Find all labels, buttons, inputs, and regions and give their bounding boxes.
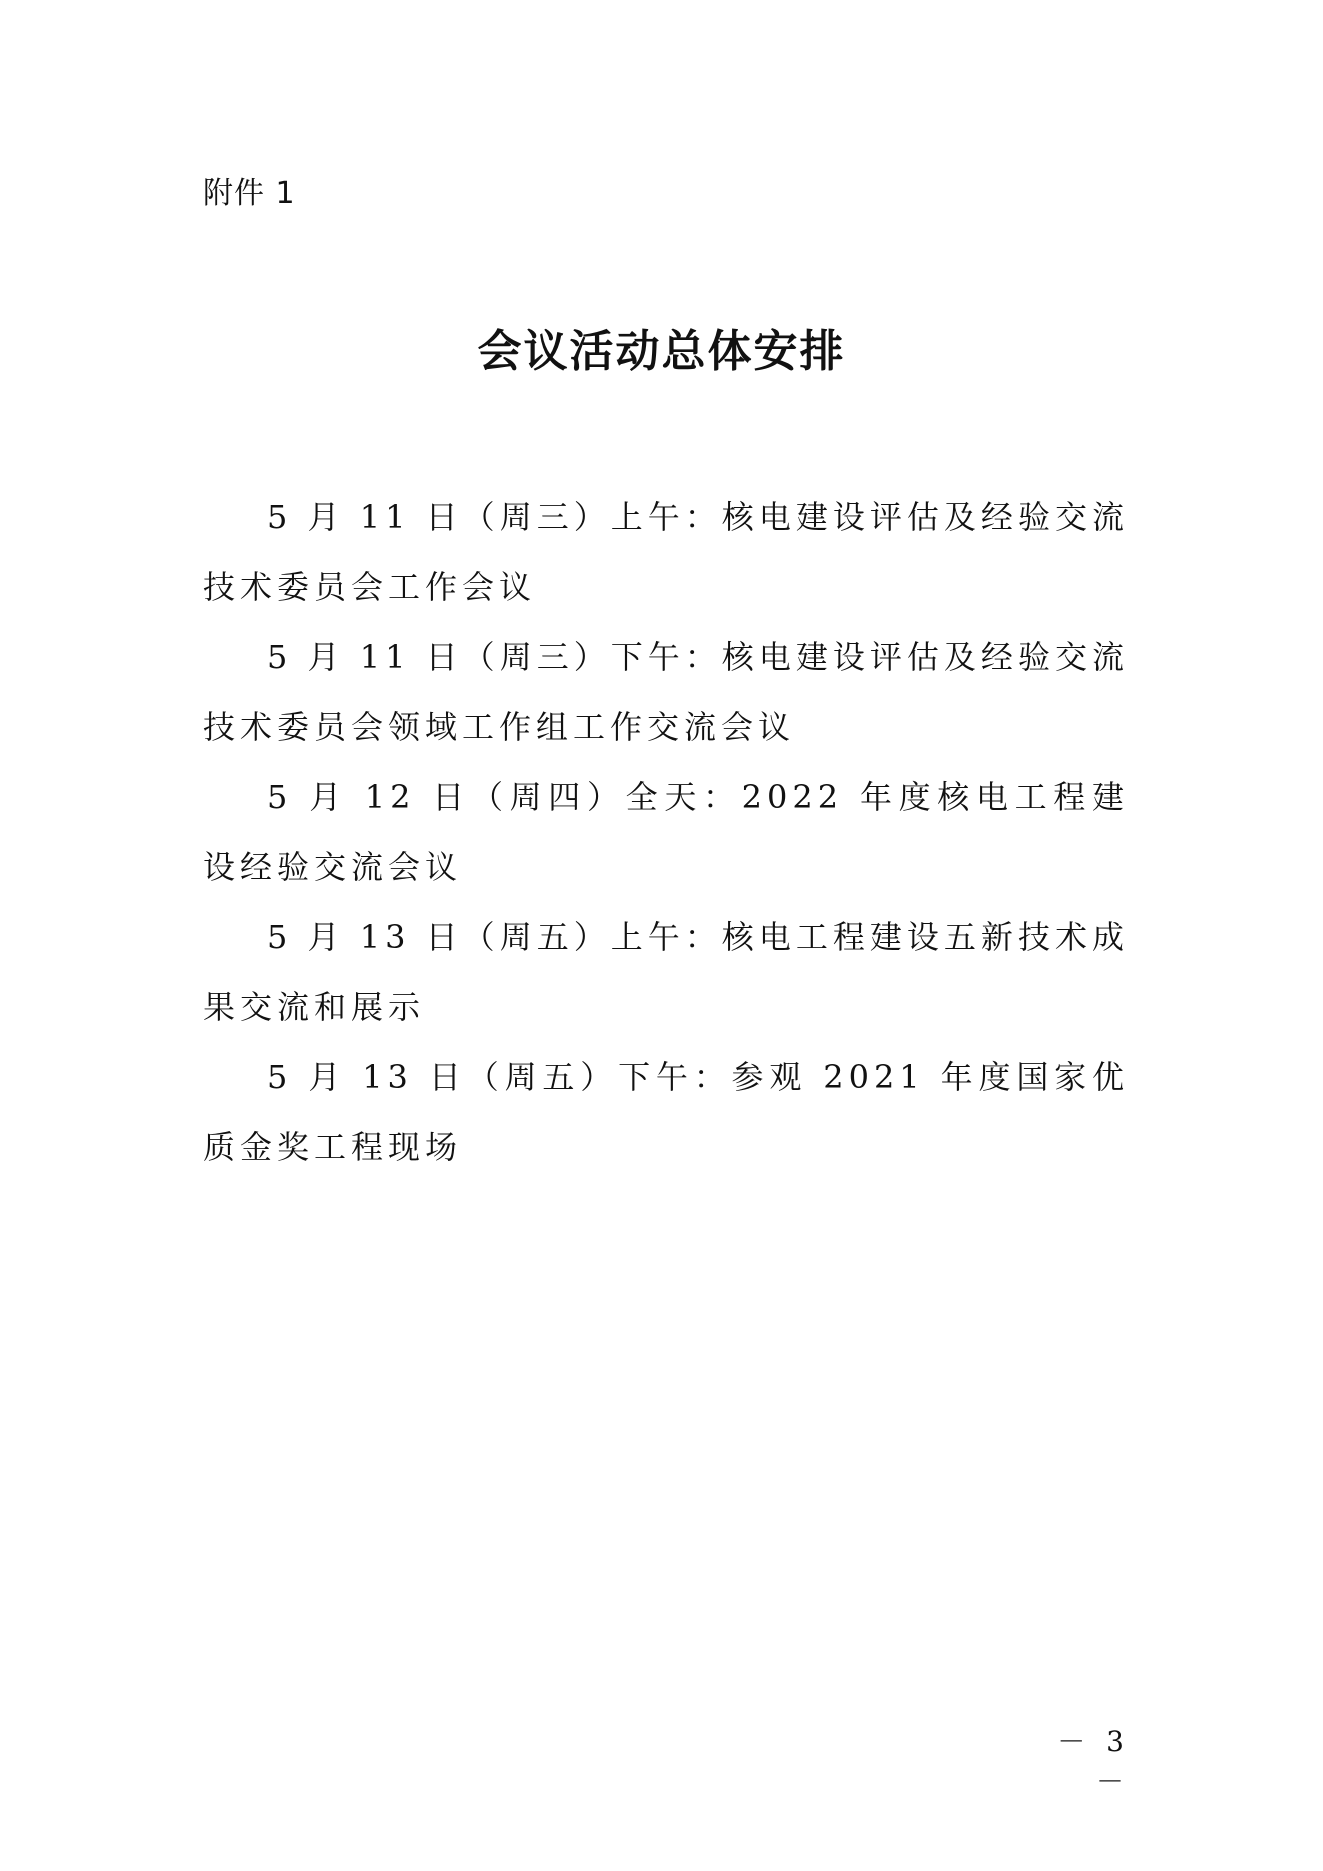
schedule-list	[203, 482, 1129, 1182]
schedule-item: 5 月 11 日（周三）上午：核电建设评估及经验交流技术委员会工作会议	[203, 498, 1129, 606]
page-number: － 3 －	[1057, 1725, 1130, 1798]
schedule-item: 5 月 12 日（周四）全天：2022 年度核电工程建设经验交流会议	[203, 778, 1129, 886]
attachment-label: 附件 1	[203, 176, 296, 211]
schedule-item: 5 月 11 日（周三）下午：核电建设评估及经验交流技术委员会领域工作组工作交流会议	[203, 638, 1129, 746]
schedule-item: 5 月 13 日（周五）上午：核电工程建设五新技术成果交流和展示	[203, 918, 1129, 1026]
schedule-item: 5 月 13 日（周五）下午：参观 2021 年度国家优质金奖工程现场	[203, 1058, 1129, 1166]
document-title: 会议活动总体安排	[477, 326, 846, 377]
